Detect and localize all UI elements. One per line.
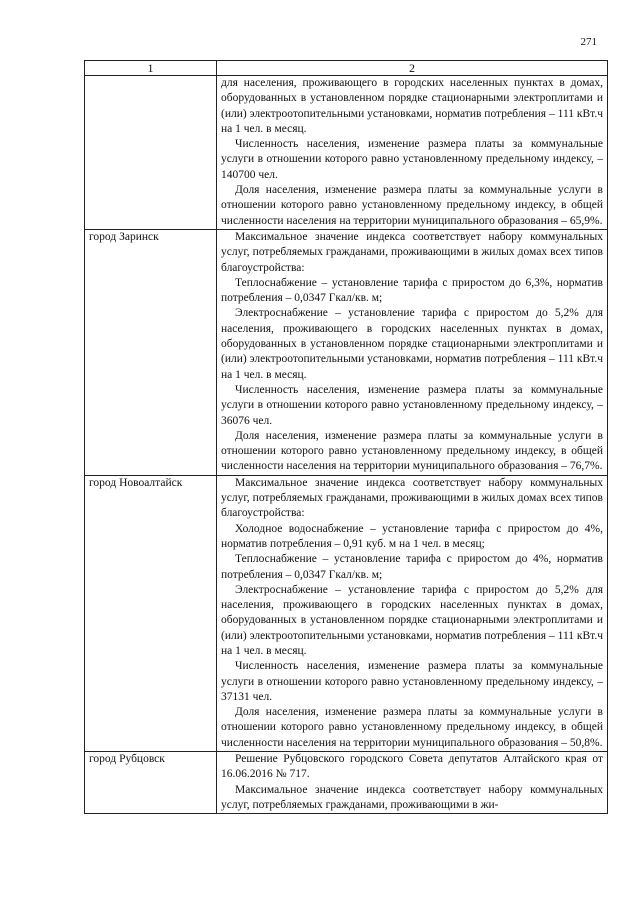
table-row — [85, 752, 608, 814]
paragraph: Численность населения, изменение размера платы за коммунальные услуги в отношении которого равно установленному предельному индексу, – 140700 чел. — [221, 138, 603, 181]
column-header-2: 2 — [217, 61, 608, 76]
column-header-1: 1 — [85, 61, 217, 76]
description-cell — [217, 475, 608, 751]
description-cell — [217, 229, 608, 475]
table-row — [85, 475, 608, 751]
table-row — [85, 76, 608, 230]
description-cell — [217, 76, 608, 230]
paragraph: для населения, проживающего в городских населенных пунктах в домах, оборудованных в установленном порядке стационарными электроплитами и (или) электроотопительными установками, норматив потребления – 111 кВт.ч на 1 чел. в месяц. — [221, 77, 603, 135]
paragraph: Теплоснабжение – установление тарифа с приростом до 4%, норматив потребления – 0,0347 Гкал/кв. м; — [221, 553, 603, 581]
paragraph: Доля населения, изменение размера платы за коммунальные услуги в отношении которого равно установленному предельному индексу, в общей численности населения на территории муниципального образования – 50,8%. — [221, 706, 603, 749]
paragraph: Теплоснабжение – установление тарифа с приростом до 6,3%, норматив потребления – 0,0347 Гкал/кв. м; — [221, 276, 603, 305]
description-cell — [217, 752, 608, 814]
document-table — [84, 60, 608, 814]
municipality-cell: город Новоалтайск — [85, 475, 217, 751]
paragraph: Холодное водоснабжение – установление тарифа с приростом до 4%, норматив потребления – 0,91 куб. м на 1 чел. в месяц; — [221, 522, 603, 550]
municipality-cell — [85, 76, 217, 230]
paragraph: Численность населения, изменение размера платы за коммунальные услуги в отношении которого равно установленному предельному индексу, – 37131 чел. — [221, 660, 603, 703]
paragraph: Электроснабжение – установление тарифа с приростом до 5,2% для населения, проживающего в городских населенных пунктах в домах, оборудованных в установленном порядке стационарными электроплитами и (или) электроотопительными установками, норматив потребления – 111 кВт.ч на 1 чел. в месяц. — [221, 583, 603, 657]
table-row — [85, 229, 608, 475]
paragraph: Доля населения, изменение размера платы за коммунальные услуги в отношении которого равно установленному предельному индексу, в общей численности населения на территории муниципального образования – 76,7%. — [221, 429, 603, 473]
municipality-cell: город Заринск — [85, 229, 217, 475]
paragraph: Электроснабжение – установление тарифа с приростом до 5,2% для населения, проживающего в городских населенных пунктах в домах, оборудованных в установленном порядке стационарными электроплитами и (или) электроотопительными установками, норматив потребления – 111 кВт.ч на 1 чел. в месяц. — [221, 307, 603, 381]
paragraph: Численность населения, изменение размера платы за коммунальные услуги в отношении которого равно установленному предельному индексу, – 36076 чел. — [221, 383, 603, 427]
paragraph: Максимальное значение индекса соответствует набору коммунальных услуг, потребляемых гражданами, проживающими в жилых домах всех типов благоустройства: — [221, 230, 603, 274]
page-number: 271 — [580, 36, 597, 48]
paragraph: Доля населения, изменение размера платы за коммунальные услуги в отношении которого равно установленному предельному индексу, в общей численности населения на территории муниципального образования – 65,9%. — [221, 184, 603, 227]
municipality-cell: город Рубцовск — [85, 752, 217, 814]
table-header-row — [85, 61, 608, 76]
paragraph: Максимальное значение индекса соответствует набору коммунальных услуг, потребляемых гражданами, проживающими в жи- — [221, 783, 603, 811]
paragraph: Решение Рубцовского городского Совета депутатов Алтайского края от 16.06.2016 № 717. — [221, 753, 603, 781]
paragraph: Максимальное значение индекса соответствует набору коммунальных услуг, потребляемых гражданами, проживающими в жилых домах всех типов благоустройства: — [221, 476, 603, 520]
